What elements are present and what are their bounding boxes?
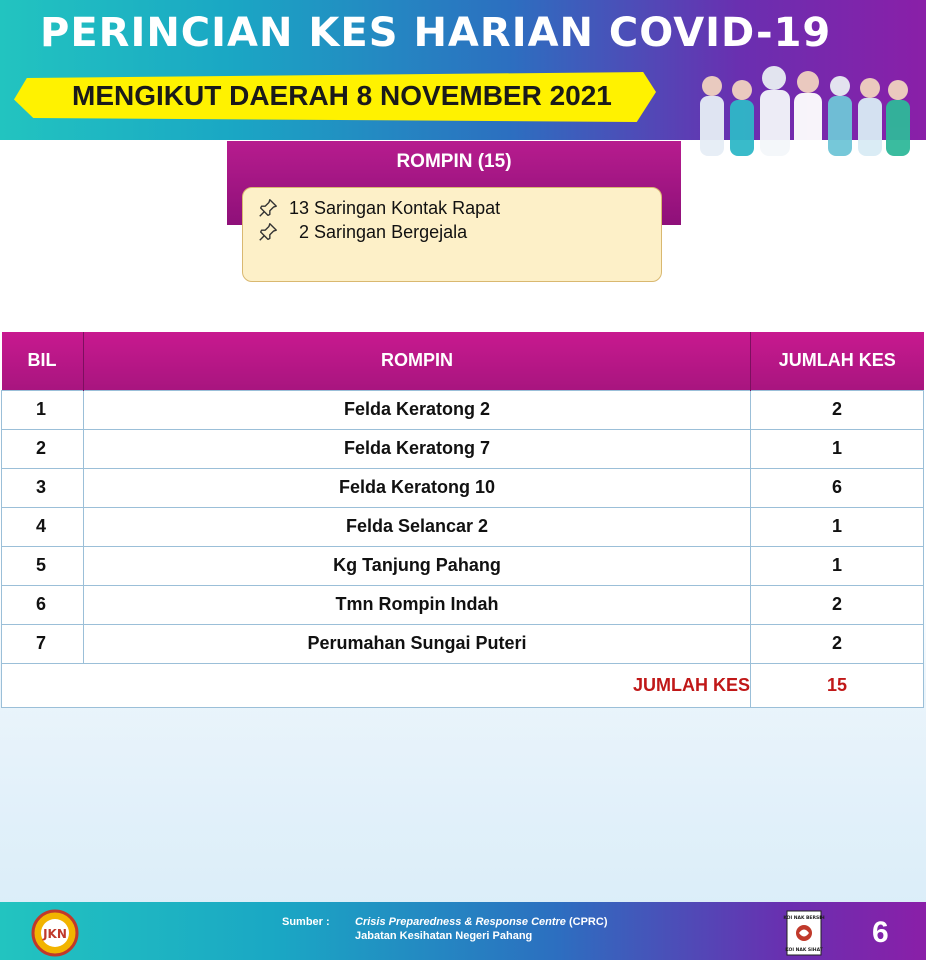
page-number: 6 [872, 916, 889, 949]
cell-location: Perumahan Sungai Puteri [84, 624, 751, 663]
cell-count: 2 [751, 390, 924, 429]
healthcare-workers-illustration [690, 60, 920, 156]
logo-bersih-top-text: KOI NAK BERSIH [783, 916, 825, 921]
cell-count: 6 [751, 468, 924, 507]
footer-bar [0, 902, 926, 960]
table-header-row [2, 332, 924, 390]
pushpin-icon [257, 197, 279, 219]
page-subtitle: MENGIKUT DAERAH 8 NOVEMBER 2021 [72, 80, 612, 111]
cell-bil: 3 [2, 468, 84, 507]
logo-bersih-bottom-text: KOI NAK SIHAT [785, 948, 823, 953]
cell-location: Kg Tanjung Pahang [84, 546, 751, 585]
jkn-logo-text: JKN [43, 927, 67, 941]
koi-nak-bersih-logo-icon [783, 910, 825, 956]
cell-location: Tmn Rompin Indah [84, 585, 751, 624]
cell-bil: 5 [2, 546, 84, 585]
page-title: PERINCIAN KES HARIAN COVID-19 [40, 10, 832, 56]
summary-item [257, 196, 647, 220]
cell-count: 1 [751, 546, 924, 585]
cell-location: Felda Keratong 2 [84, 390, 751, 429]
cell-location: Felda Keratong 7 [84, 429, 751, 468]
cell-bil: 2 [2, 429, 84, 468]
table-total-row [2, 663, 924, 707]
column-header-bil: BIL [2, 332, 84, 390]
source-name [355, 916, 607, 928]
cell-bil: 6 [2, 585, 84, 624]
table-row [2, 624, 924, 663]
table-row [2, 390, 924, 429]
table-row [2, 585, 924, 624]
cell-count: 1 [751, 507, 924, 546]
cell-count: 1 [751, 429, 924, 468]
table-row [2, 546, 924, 585]
column-header-count: JUMLAH KES [751, 332, 924, 390]
source-abbr: (CPRC) [568, 916, 608, 928]
summary-item [257, 220, 647, 244]
district-summary-title: ROMPIN (15) [396, 151, 512, 172]
header-banner [0, 0, 926, 140]
summary-item-text: 13 Saringan Kontak Rapat [289, 197, 501, 218]
table-row [2, 507, 924, 546]
column-header-location: ROMPIN [84, 332, 751, 390]
pushpin-icon [257, 221, 279, 243]
cell-location: Felda Keratong 10 [84, 468, 751, 507]
total-label: JUMLAH KES [2, 663, 751, 707]
table-row [2, 468, 924, 507]
district-summary-box [242, 187, 662, 282]
jkn-logo-icon [30, 908, 80, 958]
table-row [2, 429, 924, 468]
source-name-text: Crisis Preparedness & Response Centre [355, 916, 566, 928]
cell-bil: 1 [2, 390, 84, 429]
cell-bil: 4 [2, 507, 84, 546]
source-label: Sumber : [282, 916, 330, 928]
cell-location: Felda Selancar 2 [84, 507, 751, 546]
cell-bil: 7 [2, 624, 84, 663]
cell-count: 2 [751, 585, 924, 624]
source-department: Jabatan Kesihatan Negeri Pahang [355, 930, 533, 942]
summary-item-text: 2 Saringan Bergejala [299, 221, 468, 242]
cell-count: 2 [751, 624, 924, 663]
total-value: 15 [751, 663, 924, 707]
cases-table [1, 332, 924, 708]
